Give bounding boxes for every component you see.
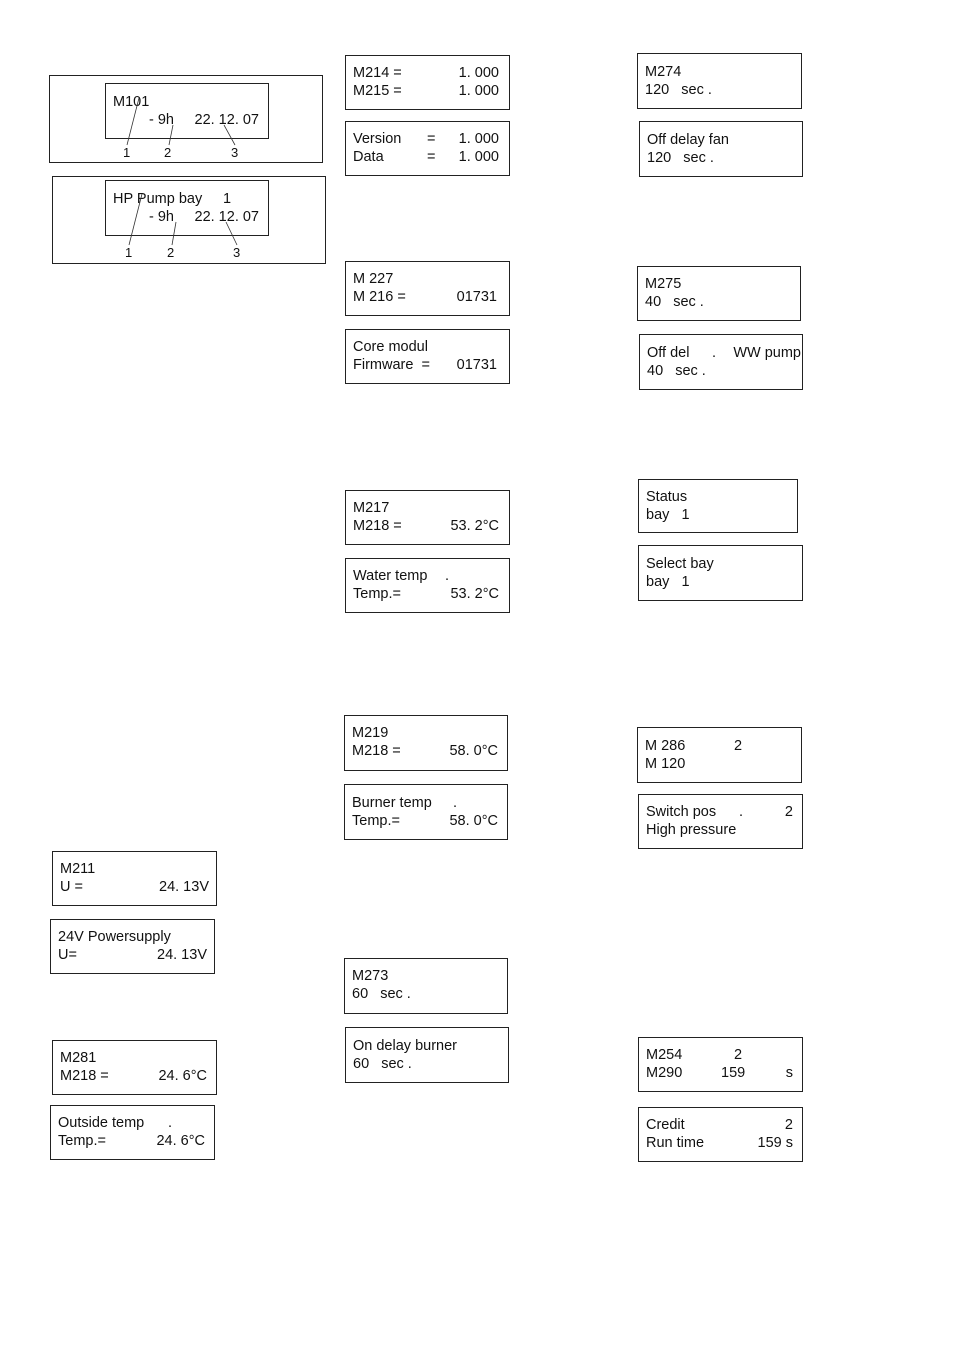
display-line1-mid: . <box>712 345 717 361</box>
display-line2-left: M 216 = <box>353 289 406 305</box>
display-line2-right: 1. 000 <box>458 83 499 99</box>
display-line2-right: 53. 2°C <box>450 586 499 602</box>
display-screen <box>637 727 802 783</box>
display-screen <box>638 545 803 601</box>
display-line2-mid: 159 <box>721 1065 746 1081</box>
display-screen <box>639 121 803 177</box>
display-line1-left: M214 = <box>353 65 402 81</box>
display-screen <box>344 715 508 771</box>
callout-1: 1 <box>123 145 131 160</box>
display-line2-left: M 120 <box>645 756 686 772</box>
display-line1-left: 24V Powersupply <box>58 929 171 945</box>
display-line2-left: - 9h <box>149 112 174 128</box>
display-screen <box>637 266 801 321</box>
display-line1-right: 1. 000 <box>458 131 499 147</box>
display-line2-left: Temp.= <box>58 1133 106 1149</box>
display-line2-left: 40 sec . <box>645 294 704 310</box>
display-line2-right: 24. 13V <box>159 879 209 895</box>
display-line2-left: M215 = <box>353 83 402 99</box>
display-line2-right: 24. 6°C <box>158 1068 207 1084</box>
callout-3: 3 <box>233 245 241 260</box>
display-line2-left: bay 1 <box>646 507 690 523</box>
display-screen <box>50 919 215 974</box>
display-line1-left: HP Pump bay <box>113 191 203 207</box>
display-line1-right: 1 <box>223 191 232 207</box>
display-line2-left: M218 = <box>352 743 401 759</box>
display-line2-right: 24. 13V <box>157 947 207 963</box>
display-line2-left: Temp.= <box>353 586 401 602</box>
display-line2-right: 22. 12. 07 <box>194 209 259 225</box>
display-screen <box>345 261 510 316</box>
display-screen <box>345 1027 509 1083</box>
display-screen <box>345 121 510 176</box>
display-screen <box>345 558 510 613</box>
display-line1-left: M273 <box>352 968 389 984</box>
display-line1-left: Select bay <box>646 556 714 572</box>
display-line2-left: Run time <box>646 1135 705 1151</box>
display-line1-left: M219 <box>352 725 389 741</box>
display-line1-left: M 286 <box>645 738 686 754</box>
display-line1-left: M 227 <box>353 271 394 287</box>
display-line2-right: 22. 12. 07 <box>194 112 259 128</box>
display-line2-left: - 9h <box>149 209 174 225</box>
display-line2-right: 24. 6°C <box>156 1133 205 1149</box>
display-line1-right: 2 <box>784 1117 793 1133</box>
display-line2-left: 120 sec . <box>647 150 714 166</box>
display-line1-mark: . <box>445 568 450 584</box>
display-line1-left: M275 <box>645 276 682 292</box>
display-screen <box>637 53 802 109</box>
display-line1-left: Burner temp <box>352 795 432 811</box>
display-line1-left: Off del <box>647 345 690 361</box>
display-line1-left: Status <box>646 489 688 505</box>
display-line2-left: 60 sec . <box>353 1056 412 1072</box>
display-line2-left: M218 = <box>60 1068 109 1084</box>
display-line1-left: M254 <box>646 1047 683 1063</box>
display-line1-left: M101 <box>113 94 150 110</box>
display-line2-left: M218 = <box>353 518 402 534</box>
display-line1-right: WW pump <box>733 345 801 361</box>
display-screen <box>52 851 217 906</box>
display-line2-right: 01731 <box>456 289 497 305</box>
display-screen <box>345 329 510 384</box>
display-line2-right: 159 s <box>757 1135 793 1151</box>
display-line2-right: 58. 0°C <box>449 743 498 759</box>
display-screen <box>639 334 803 390</box>
display-line1-left: Water temp <box>353 568 428 584</box>
display-line1-left: Off delay fan <box>647 132 729 148</box>
display-line2-left: 120 sec . <box>645 82 712 98</box>
display-screen <box>50 1105 215 1160</box>
display-line1-mid: 2 <box>734 1047 743 1063</box>
callout-2: 2 <box>167 245 175 260</box>
display-line1-right: 2 <box>784 804 793 820</box>
display-line2-mid: = <box>427 149 436 165</box>
display-screen <box>638 794 803 849</box>
display-line1-left: Outside temp <box>58 1115 145 1131</box>
display-line2-left: Data <box>353 149 384 165</box>
callout-2: 2 <box>164 145 172 160</box>
display-line1-mid: 2 <box>734 738 743 754</box>
display-line1-left: Switch pos <box>646 804 717 820</box>
display-screen <box>638 479 798 533</box>
display-line1-mark: . <box>168 1115 173 1131</box>
display-line2-left: 40 sec . <box>647 363 706 379</box>
display-screen <box>345 490 510 545</box>
display-line2-left: U= <box>58 947 77 963</box>
display-line2-left: Firmware = <box>353 357 430 373</box>
display-line1-left: M211 <box>60 861 96 877</box>
display-line2-left: 60 sec . <box>352 986 411 1002</box>
display-screen <box>52 1040 217 1095</box>
display-line1-left: M217 <box>353 500 390 516</box>
display-line2-left: bay 1 <box>646 574 690 590</box>
display-line2-right: 01731 <box>456 357 497 373</box>
display-line1-mark: . <box>453 795 458 811</box>
display-line2-right: s <box>785 1065 793 1081</box>
display-screen <box>638 1107 803 1162</box>
display-screen <box>344 784 508 840</box>
display-line2-left: High pressure <box>646 822 737 838</box>
display-line2-right: 58. 0°C <box>449 813 498 829</box>
display-line1-mid: . <box>739 804 744 820</box>
display-line1-mid: = <box>427 131 436 147</box>
display-line1-right: 1. 000 <box>458 65 499 81</box>
display-line2-right: 1. 000 <box>458 149 499 165</box>
display-line2-left: M290 <box>646 1065 683 1081</box>
callout-3: 3 <box>231 145 239 160</box>
callout-1: 1 <box>125 245 133 260</box>
display-screen <box>345 55 510 110</box>
display-line2-left: U = <box>60 879 83 895</box>
display-screen <box>638 1037 803 1092</box>
display-line1-left: Version <box>353 131 402 147</box>
display-line1-left: Core modul <box>353 339 428 355</box>
display-line1-left: M281 <box>60 1050 97 1066</box>
display-line1-left: M274 <box>645 64 682 80</box>
display-line2-right: 53. 2°C <box>450 518 499 534</box>
display-screen <box>344 958 508 1014</box>
display-line1-left: Credit <box>646 1117 685 1133</box>
display-line2-left: Temp.= <box>352 813 400 829</box>
display-line1-left: On delay burner <box>353 1038 457 1054</box>
